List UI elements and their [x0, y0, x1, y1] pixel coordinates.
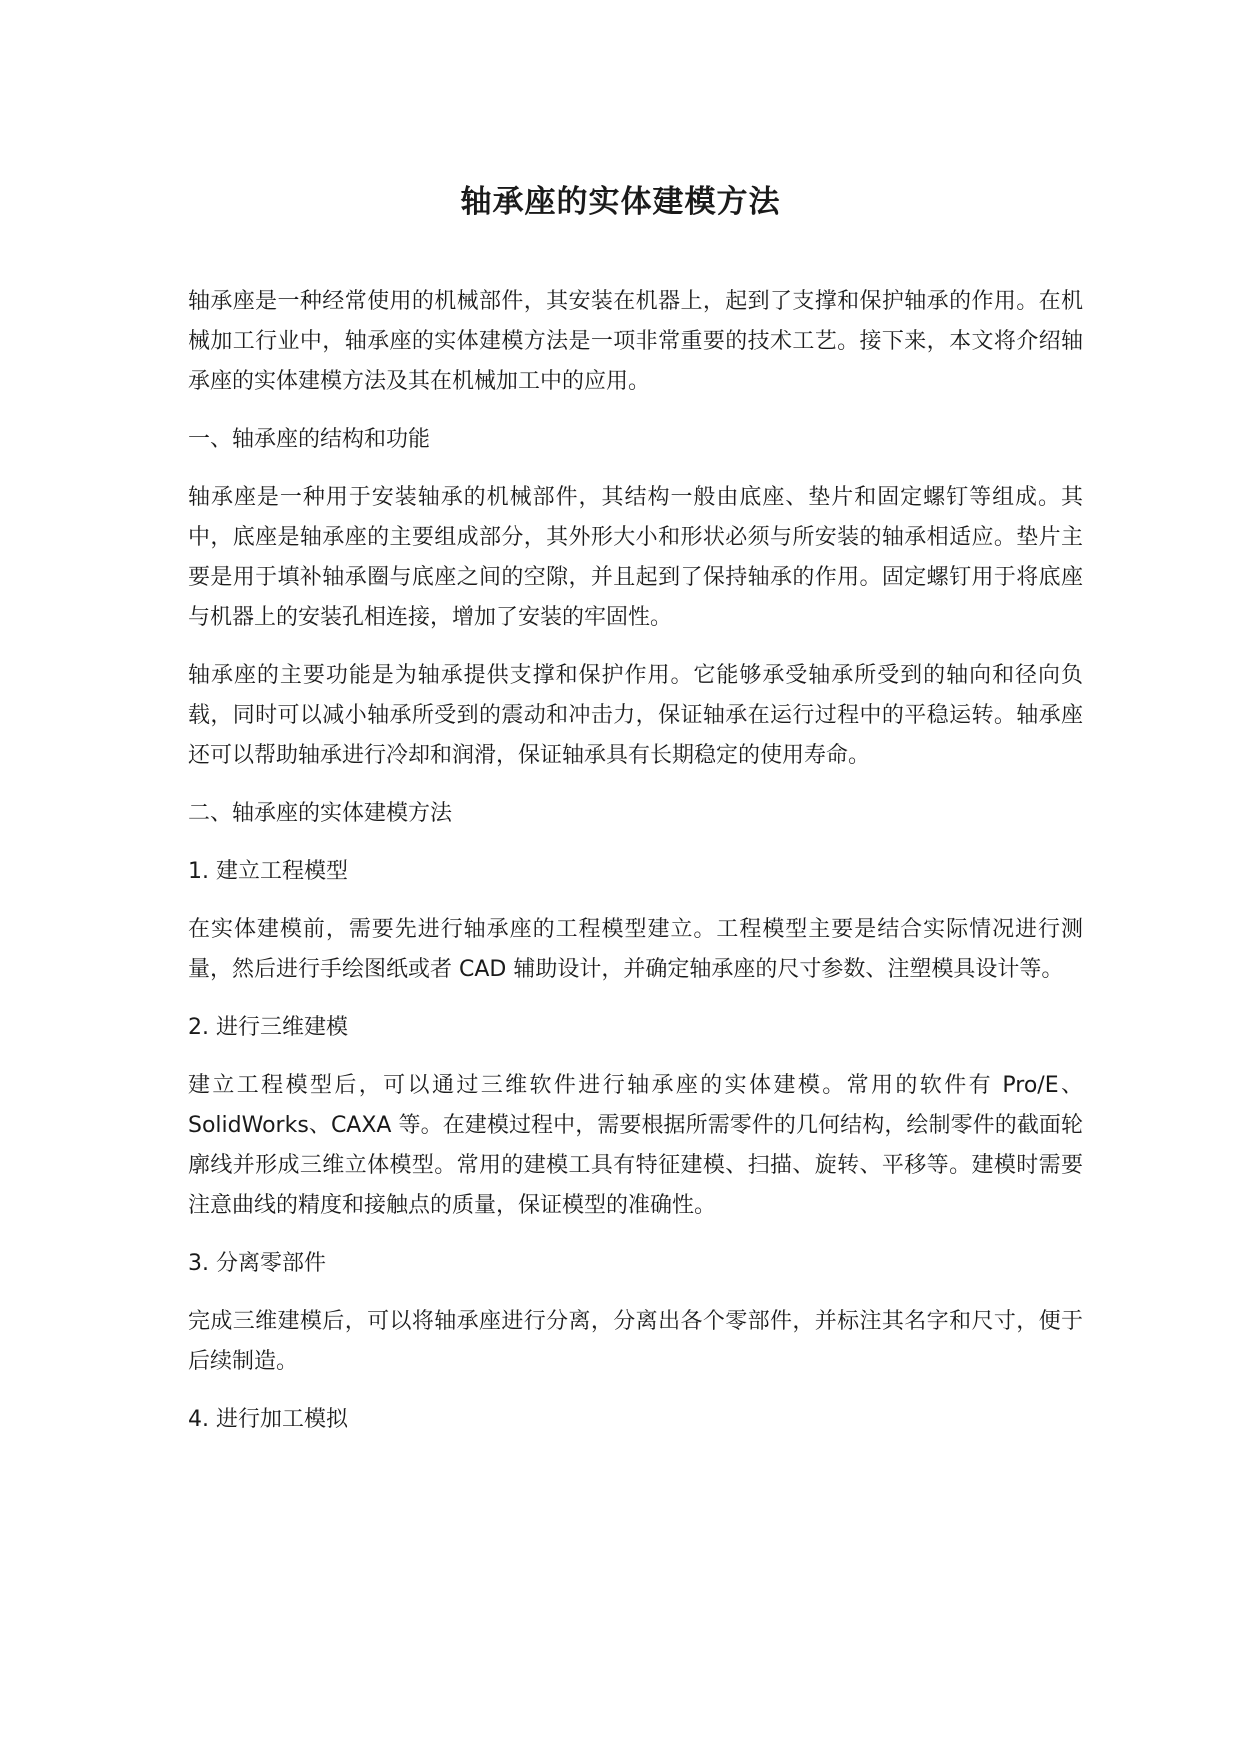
intro-paragraph: 轴承座是一种经常使用的机械部件，其安装在机器上，起到了支撑和保护轴承的作用。在机械加工行业中，轴承座的实体建模方法是一项非常重要的技术工艺。接下来，本文将介绍轴承座的实体建模方法及其在机械加工中的应用。	[188, 289, 1083, 394]
step-paragraph-2: 建立工程模型后，可以通过三维软件进行轴承座的实体建模。常用的软件有 Pro/E、SolidWorks、CAXA 等。在建模过程中，需要根据所需零件的几何结构，绘制零件的截面轮廓线并形成三维立体模型。常用的建模工具有特征建模、扫描、旋转、平移等。建模时需要注意曲线的精度和接触点的质量，保证模型的准确性。	[188, 1073, 1083, 1218]
document-body	[188, 282, 1083, 1458]
step-heading-3: 3. 分离零部件	[188, 1251, 326, 1276]
step-heading-2: 2. 进行三维建模	[188, 1015, 348, 1040]
section-heading-modeling: 二、轴承座的实体建模方法	[188, 801, 453, 826]
section-heading-structure: 一、轴承座的结构和功能	[188, 427, 431, 452]
step-heading-1: 1. 建立工程模型	[188, 859, 348, 884]
step-paragraph-1: 在实体建模前，需要先进行轴承座的工程模型建立。工程模型主要是结合实际情况进行测量，然后进行手绘图纸或者 CAD 辅助设计，并确定轴承座的尺寸参数、注塑模具设计等。	[188, 917, 1083, 982]
structure-paragraph: 轴承座是一种用于安装轴承的机械部件，其结构一般由底座、垫片和固定螺钉等组成。其中，底座是轴承座的主要组成部分，其外形大小和形状必须与所安装的轴承相适应。垫片主要是用于填补轴承圈与底座之间的空隙，并且起到了保持轴承的作用。固定螺钉用于将底座与机器上的安装孔相连接，增加了安装的牢固性。	[188, 485, 1083, 630]
document-title: 轴承座的实体建模方法	[460, 184, 781, 220]
function-paragraph: 轴承座的主要功能是为轴承提供支撑和保护作用。它能够承受轴承所受到的轴向和径向负载，同时可以减小轴承所受到的震动和冲击力，保证轴承在运行过程中的平稳运转。轴承座还可以帮助轴承进行冷却和润滑，保证轴承具有长期稳定的使用寿命。	[188, 663, 1083, 768]
step-paragraph-3: 完成三维建模后，可以将轴承座进行分离，分离出各个零部件，并标注其名字和尺寸，便于后续制造。	[188, 1309, 1083, 1374]
step-heading-4: 4. 进行加工模拟	[188, 1407, 348, 1432]
